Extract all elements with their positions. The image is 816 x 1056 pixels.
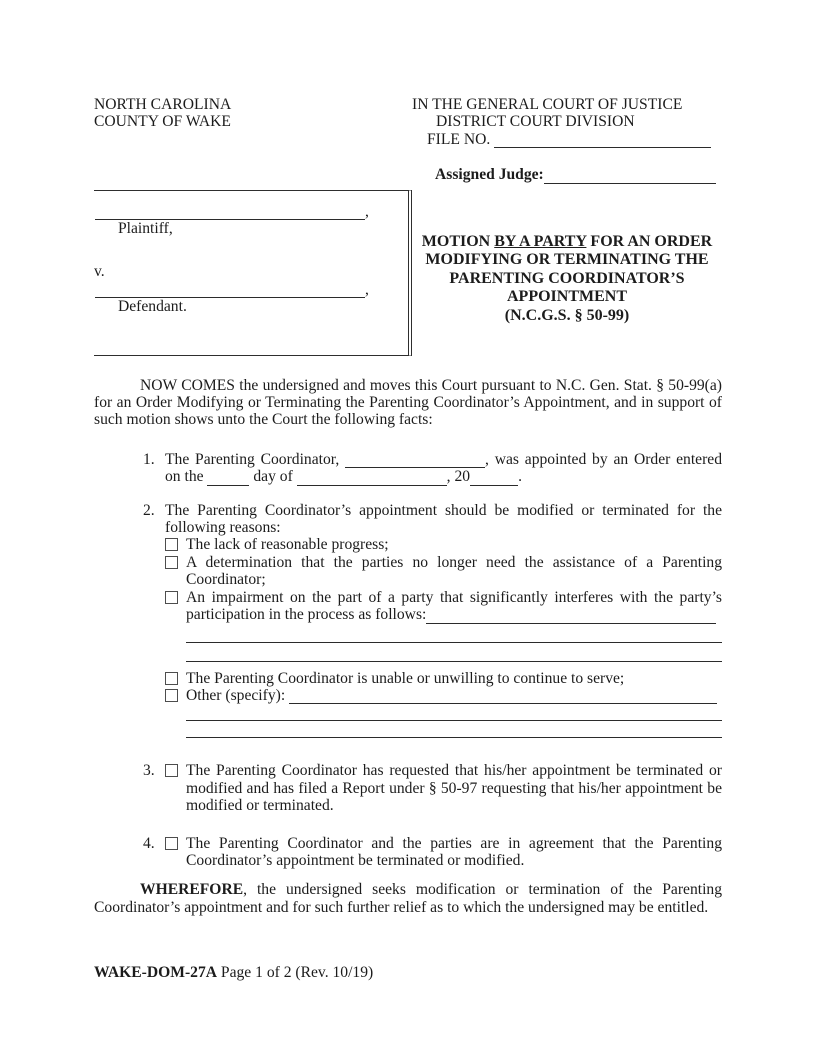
footer-form-code: WAKE-DOM-27A xyxy=(94,964,218,981)
reason-4-checkbox[interactable] xyxy=(165,672,178,685)
page-footer xyxy=(94,964,373,981)
list-item-2 xyxy=(94,502,722,739)
other-specify-inline-line[interactable] xyxy=(289,690,717,705)
other-detail-line-1[interactable] xyxy=(186,704,722,721)
plaintiff-label: Plaintiff, xyxy=(118,220,173,238)
impairment-detail-line-2[interactable] xyxy=(186,643,722,662)
statute-reference: (N.C.G.S. § 50-99) xyxy=(504,306,630,324)
assigned-judge-label: Assigned Judge: xyxy=(435,166,544,184)
impairment-detail-inline-line[interactable] xyxy=(426,609,716,624)
defendant-label: Defendant. xyxy=(118,298,187,316)
reason-option-5 xyxy=(165,687,722,704)
assigned-judge-line[interactable] xyxy=(544,169,716,184)
state-caption: NORTH CAROLINA xyxy=(94,96,232,113)
file-no-label: FILE NO. xyxy=(427,130,491,148)
reason-option-1 xyxy=(165,536,722,553)
reason-option-4 xyxy=(165,670,722,687)
list-item-1 xyxy=(94,451,722,486)
intro-paragraph: NOW COMES the undersigned and moves this Court pursuant to N.C. Gen. Stat. § 50-99(a) for an Order Modifying or Terminating the Parenting Coordinator’s Appointment, and in support of such motion shows unto the Court the following facts: xyxy=(94,376,722,429)
order-year-line[interactable] xyxy=(470,471,518,486)
item-4-number: 4. xyxy=(143,834,155,852)
reason-2-checkbox[interactable] xyxy=(165,556,178,569)
reason-option-2 xyxy=(165,554,722,589)
order-month-line[interactable] xyxy=(297,471,447,486)
item-3-checkbox[interactable] xyxy=(165,764,178,777)
list-item-3 xyxy=(94,762,722,814)
motion-title-line2: MODIFYING OR TERMINATING THE xyxy=(425,251,709,269)
motion-title xyxy=(412,233,722,356)
file-no-line[interactable] xyxy=(494,133,711,148)
item-3-number: 3. xyxy=(143,762,155,780)
court-division: DISTRICT COURT DIVISION xyxy=(436,113,635,131)
reason-4-label: The Parenting Coordinator is unable or unwilling to continue to serve; xyxy=(186,669,625,687)
reason-option-3 xyxy=(165,589,722,624)
case-caption-box xyxy=(94,190,412,356)
item-3-text: The Parenting Coordinator has requested that his/her appointment be terminated or modified and has filed a Report under § 50-97 requesting that his/her appointment be modified or terminated. xyxy=(186,762,722,815)
reason-5-checkbox[interactable] xyxy=(165,689,178,702)
county-caption: COUNTY OF WAKE xyxy=(94,113,231,131)
court-name: IN THE GENERAL COURT OF JUSTICE xyxy=(412,96,683,113)
motion-title-line1: MOTION BY A PARTY FOR AN ORDER xyxy=(421,232,713,250)
motion-title-underlined: BY A PARTY xyxy=(494,232,587,250)
item-4-checkbox[interactable] xyxy=(165,837,178,850)
item-2-number: 2. xyxy=(143,501,155,519)
item-1-number: 1. xyxy=(143,450,155,468)
plaintiff-name-line[interactable] xyxy=(95,205,365,220)
court-header-left xyxy=(94,96,412,148)
court-header-right xyxy=(412,96,722,148)
defendant-comma: , xyxy=(365,280,369,298)
item-1-text: The Parenting Coordinator, , was appointed by an Order entered on the day of , 20 . xyxy=(165,450,722,486)
footer-page-info: Page 1 of 2 (Rev. 10/19) xyxy=(217,964,374,981)
reason-5-label: Other (specify): xyxy=(186,687,722,704)
motion-title-line4: APPOINTMENT xyxy=(507,288,627,306)
item-4-text: The Parenting Coordinator and the parties are in agreement that the Parenting Coordinator’s appointment be terminated or modified. xyxy=(186,834,722,869)
impairment-detail-line-1[interactable] xyxy=(186,624,722,643)
court-header xyxy=(94,96,722,148)
plaintiff-comma: , xyxy=(365,202,369,220)
order-day-line[interactable] xyxy=(207,471,249,486)
wherefore-paragraph: WHEREFORE, the undersigned seeks modification or termination of the Parenting Coordinator’s appointment and for such further relief as to which the undersigned may be entitled. xyxy=(94,881,722,916)
wherefore-keyword: WHEREFORE xyxy=(140,881,244,899)
defendant-name-line[interactable] xyxy=(95,283,365,298)
reason-2-label: A determination that the parties no longer need the assistance of a Parenting Coordinator; xyxy=(186,553,722,589)
coordinator-name-line[interactable] xyxy=(345,453,485,468)
reason-1-label: The lack of reasonable progress; xyxy=(186,536,389,554)
item-2-intro: The Parenting Coordinator’s appointment should be modified or terminated for the following reasons: xyxy=(165,501,722,537)
reason-3-checkbox[interactable] xyxy=(165,591,178,604)
versus-label: v. xyxy=(94,263,105,281)
reason-3-label: An impairment on the part of a party that significantly interferes with the party’s participation in the process as follows: xyxy=(186,588,722,624)
other-detail-line-2[interactable] xyxy=(186,721,722,738)
reason-1-checkbox[interactable] xyxy=(165,538,178,551)
list-item-4 xyxy=(94,835,722,870)
motion-title-line3: PARENTING COORDINATOR’S xyxy=(449,269,685,287)
